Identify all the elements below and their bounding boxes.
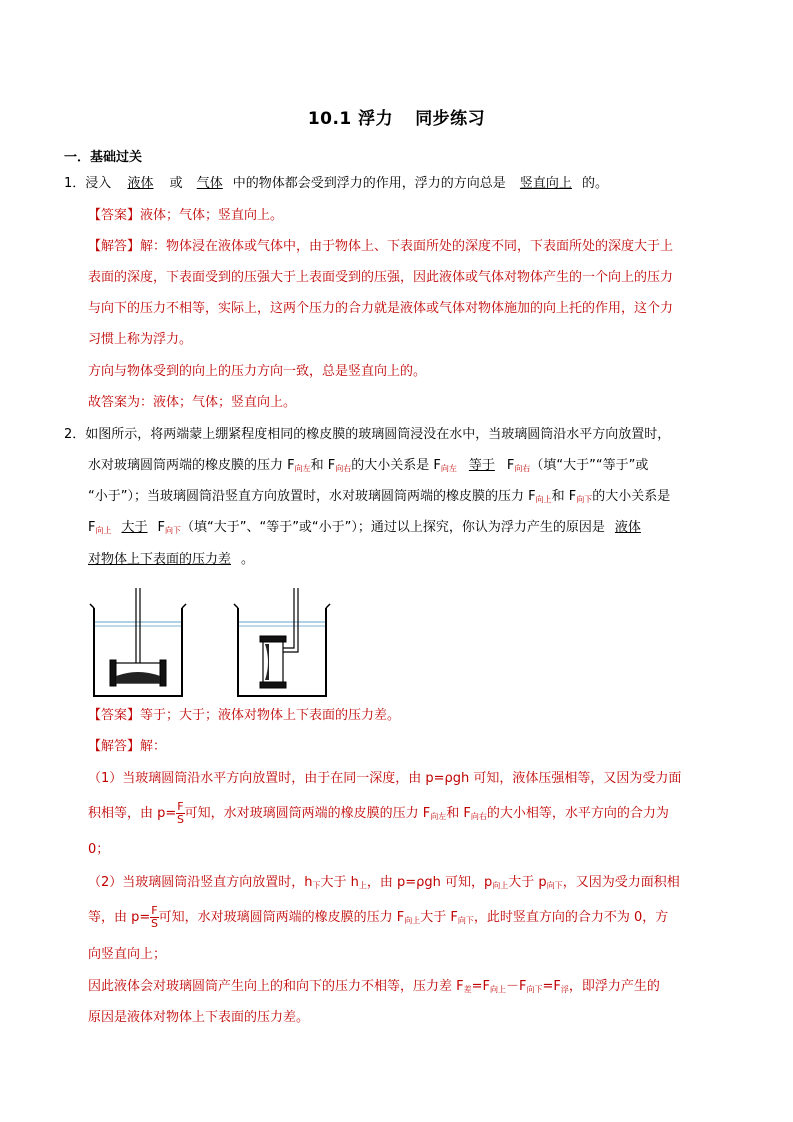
explain-text: 可知，水对玻璃圆筒两端的橡皮膜的压力 F (184, 806, 431, 821)
q2-answer (88, 706, 400, 726)
q2-text: 和 F (310, 458, 336, 473)
subscript: 向左 (294, 464, 311, 473)
subscript: 向下 (546, 881, 563, 890)
question-2 (64, 425, 670, 445)
explain-text: =F (471, 979, 490, 994)
q2-text: （填“大于”、“等于”或“小于”）；通过以上探究，你认为浮力产生的原因是 (180, 520, 605, 535)
subscript: 向下 (457, 916, 474, 925)
subscript: 向上 (404, 916, 421, 925)
answer-tag: 【答案】 (88, 208, 141, 223)
q2-explain-head (88, 737, 166, 757)
subscript: 向右 (335, 464, 352, 473)
explain-tag: 【解答】 (88, 239, 141, 254)
q2-explain-line: 向竖直向上； (88, 947, 167, 962)
explain-text: 可知，水对玻璃圆筒两端的橡皮膜的压力 F (158, 910, 405, 925)
subscript: 向右 (514, 464, 531, 473)
question-number: 1． (64, 176, 86, 191)
q2-text: 水对玻璃圆筒两端的橡皮膜的压力 F (88, 458, 295, 473)
q2-explain-line: 原因是液体对物体上下表面的压力差。 (88, 1010, 310, 1025)
q1-text: 中的物体都会受到浮力的作用，浮力的方向总是 (232, 176, 506, 191)
q1-text: 浸入 (85, 176, 112, 191)
fraction-f-over-s: $\frac{F}{S}$ (150, 904, 158, 930)
q2-text: 如图所示，将两端蒙上绷紧程度相同的橡皮膜的玻璃圆筒浸没在水中，当玻璃圆筒沿水平方向放置时， (85, 427, 671, 442)
q1-answer (88, 206, 283, 226)
subscript: 向上 (535, 495, 552, 504)
q2-explain-line (88, 904, 668, 935)
q1-text: 或 (169, 176, 183, 191)
q2-text: （填“大于”“等于”或 (530, 458, 649, 473)
beaker-figure (88, 588, 338, 698)
explain-tag: 【解答】 (88, 739, 141, 754)
q2-explain-line: 0； (88, 842, 110, 857)
q2-blank-3-cont: 对物体上下表面的压力差 (88, 552, 232, 567)
title-main: 10.1 浮力 (307, 109, 394, 129)
q1-text: 的。 (581, 176, 608, 191)
subscript: 向下 (576, 495, 593, 504)
q2-explain-line (88, 800, 669, 831)
beaker-horizontal (90, 588, 186, 696)
q2-blank-1: 等于 (468, 458, 495, 473)
subscript: 向左 (440, 464, 457, 473)
answer-text: 等于；大于；液体对物体上下表面的压力差。 (140, 708, 401, 723)
explain-text: 积相等，由 p= (88, 806, 177, 821)
explain-text: 因此液体会对玻璃圆筒产生向上的和向下的压力不相等，压力差 F (88, 979, 464, 994)
q2-explain-line (88, 873, 680, 896)
subscript: 上 (358, 881, 367, 890)
q2-text: 。 (241, 552, 255, 567)
explain-text: 解： (140, 739, 167, 754)
title-sub: 同步练习 (415, 109, 486, 129)
question-number: 2． (64, 427, 86, 442)
explain-text: 解：物体浸在液体或气体中，由于物体上、下表面所处的深度不同，下表面所处的深度大于上 (140, 239, 674, 254)
explain-text: （2）当玻璃圆筒沿竖直方向放置时，h (88, 875, 313, 890)
explain-text: ，由 p=ρgh 可知，p (366, 875, 493, 890)
beaker-vertical (234, 588, 330, 696)
explain-text: 和 F (446, 806, 471, 821)
q2-text: 的大小关系是 (592, 489, 671, 504)
q1-explain-line: 方向与物体受到的向上的压力方向一致，总是竖直向上的。 (88, 364, 427, 379)
subscript: 向右 (470, 812, 487, 821)
q2-blank-3: 液体 (614, 520, 641, 535)
q1-explain-line: 表面的深度，下表面受到的压强大于上表面受到的压强，因此液体或气体对物体产生的一个向上的压力 (88, 270, 674, 285)
page-title (0, 104, 793, 129)
q2-explain-line (88, 977, 660, 1000)
explain-text: 大于 h (320, 875, 359, 890)
subscript: 向下 (526, 985, 543, 994)
q2-text: “小于”）；当玻璃圆筒沿竖直方向放置时，水对玻璃圆筒两端的橡皮膜的压力 F (88, 489, 536, 504)
subscript: 下 (312, 881, 321, 890)
q1-blank-3: 竖直向上 (519, 176, 572, 191)
q1-explain-line: 习惯上称为浮力。 (88, 332, 193, 347)
explain-text: ，又因为受力面积相 (562, 875, 680, 890)
subscript: 浮 (560, 985, 569, 994)
explain-text: 大于 F (420, 910, 458, 925)
section-heading: 一．基础过关 (64, 150, 143, 165)
q2-line (88, 550, 254, 570)
q2-text: 和 F (551, 489, 577, 504)
explain-text: =F (542, 979, 561, 994)
q2-text: F (157, 520, 165, 535)
q1-explain-line: 故答案为：液体；气体；竖直向上。 (88, 395, 297, 410)
q2-explain-line: （1）当玻璃圆筒沿水平方向放置时，由于在同一深度，由 p=ρgh 可知，液体压强相等，又因为受力面 (88, 771, 682, 786)
answer-tag: 【答案】 (88, 708, 141, 723)
explain-text: 等，由 p= (88, 910, 151, 925)
explain-text: 大于 p (508, 875, 547, 890)
q2-line (88, 518, 641, 541)
question-1 (64, 174, 608, 194)
explain-text: ，此时竖直方向的合力不为 0，方 (473, 910, 669, 925)
q2-line (88, 456, 648, 479)
q2-text: 的大小关系是 F (351, 458, 441, 473)
q2-line (88, 487, 670, 510)
fraction-f-over-s: $\frac{F}{S}$ (176, 800, 184, 826)
subscript: 向左 (430, 812, 447, 821)
subscript: 向下 (164, 526, 181, 535)
q1-blank-2: 气体 (196, 176, 223, 191)
subscript: 向上 (492, 881, 509, 890)
q1-explain-line: 与向下的压力不相等，实际上，这两个压力的合力就是液体或气体对物体施加的向上托的作用，这个力 (88, 301, 674, 316)
answer-text: 液体；气体；竖直向上。 (140, 208, 284, 223)
q2-text: F (506, 458, 515, 473)
subscript: 向上 (95, 526, 112, 535)
q1-blank-1: 液体 (127, 176, 154, 191)
q2-blank-2: 大于 (121, 520, 148, 535)
explain-text: ，即浮力产生的 (568, 979, 660, 994)
explain-text: －F (506, 979, 527, 994)
q1-explain-line (88, 237, 673, 257)
q2-text: F (88, 520, 96, 535)
explain-text: 的大小相等，水平方向的合力为 (486, 806, 669, 821)
subscript: 差 (463, 985, 472, 994)
subscript: 向上 (490, 985, 506, 994)
